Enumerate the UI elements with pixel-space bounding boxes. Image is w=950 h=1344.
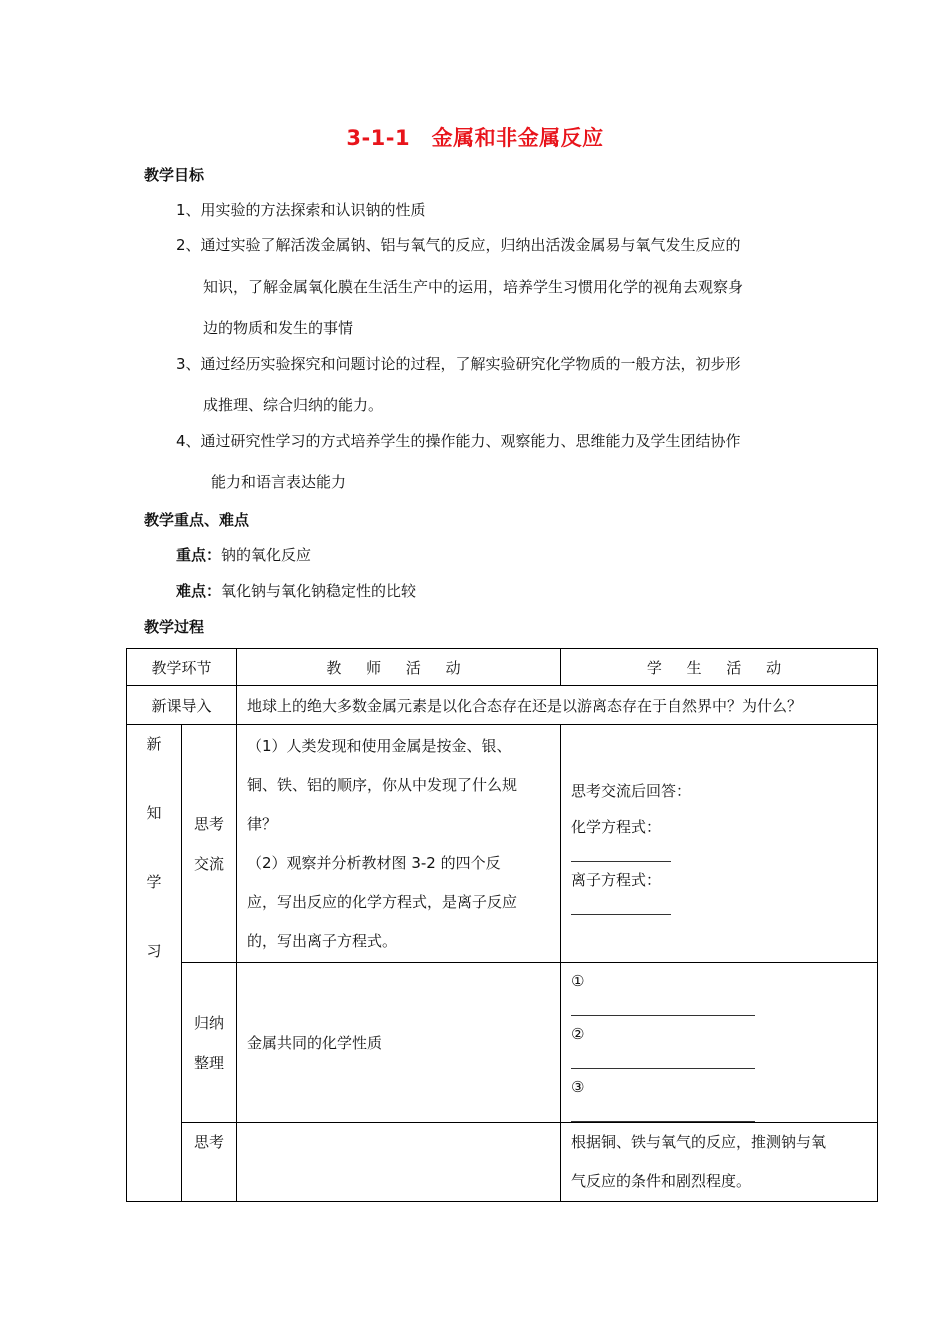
think-teacher-line: （1）人类发现和使用金属是按金、银、 xyxy=(247,736,512,755)
key-text: 钠的氧化反应 xyxy=(221,546,312,564)
think-label-2: 交流 xyxy=(194,854,225,873)
goal-4-line-2: 能力和语言表达能力 xyxy=(211,473,347,491)
summary-row xyxy=(127,963,878,1123)
section-new-knowledge xyxy=(127,725,182,1202)
summary-blank[interactable] xyxy=(571,999,755,1016)
think-student-intro: 思考交流后回答： xyxy=(571,781,692,800)
header-stage: 教学环节 xyxy=(127,649,237,686)
ion-equation-label: 离子方程式： xyxy=(571,870,662,889)
think2-teacher xyxy=(237,1123,561,1202)
key-point-line xyxy=(176,544,311,565)
think-row xyxy=(127,725,878,963)
section-char-4: 习 xyxy=(146,942,162,960)
summary-student xyxy=(561,963,878,1123)
goal-1-line-1: 1、用实验的方法探索和认识钠的性质 xyxy=(176,201,426,219)
summary-item-marker: ③ xyxy=(571,1078,585,1096)
header-student: 学 生 活 动 xyxy=(561,649,878,686)
goals-heading: 教学目标 xyxy=(144,166,205,184)
section-char-1: 新 xyxy=(146,735,162,753)
process-table xyxy=(126,648,878,1202)
goal-3-line-1: 3、通过经历实验探究和问题讨论的过程，了解实验研究化学物质的一般方法，初步形 xyxy=(176,355,741,373)
think2-row xyxy=(127,1123,878,1202)
think-teacher-line: （2）观察并分析教材图 3-2 的四个反 xyxy=(247,853,501,872)
header-teacher: 教 师 活 动 xyxy=(237,649,561,686)
chem-equation-line xyxy=(571,809,867,862)
think2-label: 思考 xyxy=(182,1123,237,1202)
think2-student-line: 气反应的条件和剧烈程度。 xyxy=(571,1172,752,1190)
goal-2-line-2: 知识，了解金属氧化膜在生活生产中的运用，培养学生习惯用化学的视角去观察身 xyxy=(203,278,744,296)
key-points-heading: 教学重点、难点 xyxy=(144,511,250,529)
page-title: 3-1-1 金属和非金属反应 xyxy=(346,126,604,150)
think2-student xyxy=(561,1123,878,1202)
summary-item-marker: ② xyxy=(571,1025,585,1043)
summary-item-3 xyxy=(571,1069,867,1122)
ion-equation-line xyxy=(571,862,867,915)
ion-equation-blank[interactable] xyxy=(571,898,671,915)
goal-2-line-1: 2、通过实验了解活泼金属钠、铝与氧气的反应，归纳出活泼金属易与氧气发生反应的 xyxy=(176,236,741,254)
section-char-2: 知 xyxy=(146,804,162,822)
table-header-row xyxy=(127,649,878,686)
goal-3-line-2: 成推理、综合归纳的能力。 xyxy=(203,396,384,414)
difficult-point-line xyxy=(176,580,416,601)
think-teacher xyxy=(237,725,561,963)
process-heading: 教学过程 xyxy=(144,618,205,636)
key-label: 重点： xyxy=(176,546,222,564)
goal-2-line-3: 边的物质和发生的事情 xyxy=(203,319,354,337)
think-teacher-line: 铜、铁、铝的顺序，你从中发现了什么规 xyxy=(247,775,518,794)
think-teacher-line: 的，写出离子方程式。 xyxy=(247,931,398,950)
summary-label xyxy=(182,963,237,1123)
think-label-1: 思考 xyxy=(194,814,225,833)
summary-blank[interactable] xyxy=(571,1105,755,1122)
summary-item-1 xyxy=(571,963,867,1016)
think-teacher-line: 应，写出反应的化学方程式，是离子反应 xyxy=(247,892,518,911)
chem-equation-label: 化学方程式： xyxy=(571,817,662,836)
intro-label: 新课导入 xyxy=(127,686,237,725)
summary-label-1: 归纳 xyxy=(194,1013,225,1032)
intro-row xyxy=(127,686,878,725)
goal-4-line-1: 4、通过研究性学习的方式培养学生的操作能力、观察能力、思维能力及学生团结协作 xyxy=(176,432,741,450)
difficult-text: 氧化钠与氧化钠稳定性的比较 xyxy=(221,582,417,600)
summary-item-2 xyxy=(571,1016,867,1069)
summary-blank[interactable] xyxy=(571,1052,755,1069)
summary-label-2: 整理 xyxy=(194,1053,225,1072)
summary-item-marker: ① xyxy=(571,972,585,990)
think-teacher-line: 律？ xyxy=(247,814,278,833)
chem-equation-blank[interactable] xyxy=(571,845,671,862)
think-student xyxy=(561,725,878,963)
section-char-3: 学 xyxy=(146,873,162,891)
think-label xyxy=(182,725,237,963)
intro-text: 地球上的绝大多数金属元素是以化合态存在还是以游离态存在于自然界中？为什么？ xyxy=(237,686,878,725)
summary-teacher: 金属共同的化学性质 xyxy=(237,963,561,1123)
difficult-label: 难点： xyxy=(176,582,222,600)
think2-student-line: 根据铜、铁与氧气的反应，推测钠与氧 xyxy=(571,1133,827,1151)
